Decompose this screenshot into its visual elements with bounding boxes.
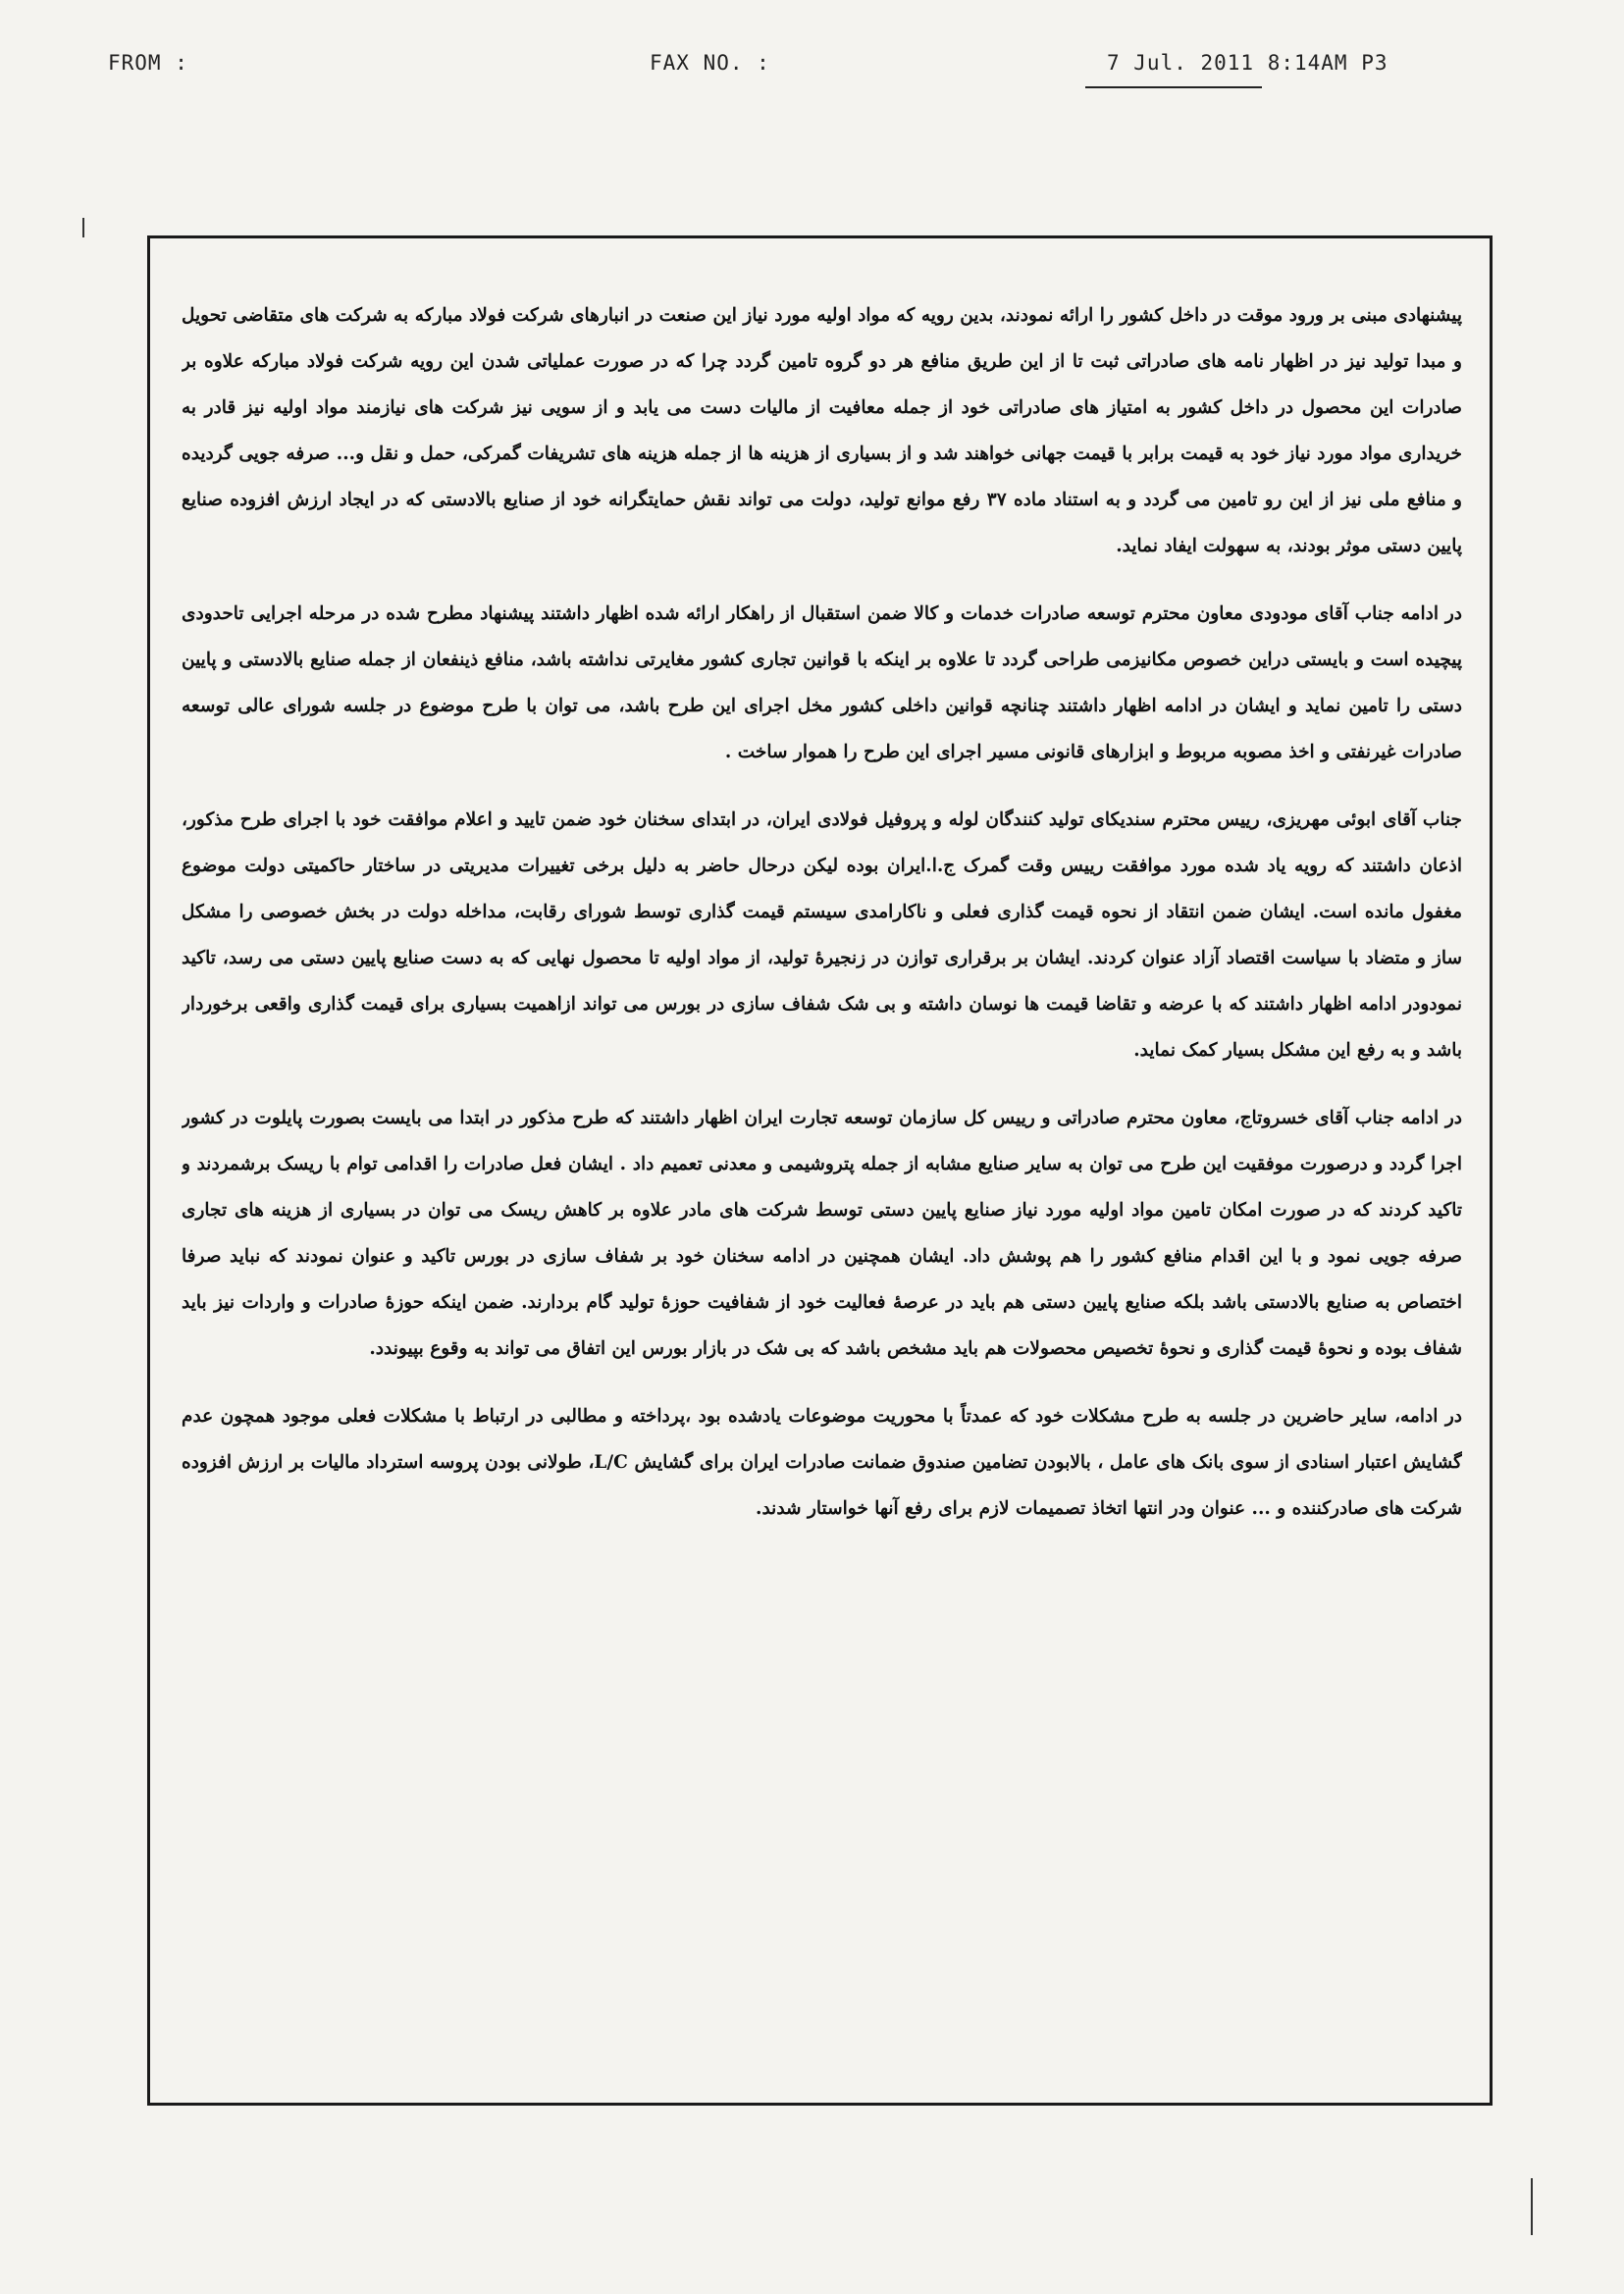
paragraph: پیشنهادی مبنی بر ورود موقت در داخل کشور را ارائه نمودند، بدین رویه که مواد اولیه مورد نیاز این صنعت در انبارهای شرکت فولاد مبارکه به شرکت های متقاضی تحویل و مبدا تولید نیز در اظهار نامه های صادراتی ثبت تا از این طریق منافع هر دو گروه تامین گردد چرا که در صورت عملیاتی شدن این رویه شرکت فولاد مبارکه علاوه بر صادرات این محصول در داخل کشور به امتیاز های صادراتی خود از جمله معافیت از مالیات دست می یابد و از سویی نیز شرکت های نیازمند مواد اولیه نیز قادر به خریداری مواد مورد نیاز خود به قیمت برابر با قیمت جهانی خواهند شد و از بسیاری از هزینه ها از جمله هزینه های تشریفات گمرکی، حمل و نقل و... صرفه جویی گردیده و منافع ملی نیز از این رو تامین می گردد و به استناد ماده ۳۷ رفع موانع تولید، دولت می تواند نقش حمایتگرانه خود از صنایع بالادستی که در ایجاد ارزش افزوده صنایع پایین دستی موثر بودند، به سهولت ایفاد نماید. — [182, 305, 1462, 556]
paragraph: جناب آقای ابوئی مهریزی، رییس محترم سندیکای تولید کنندگان لوله و پروفیل فولادی ایران، در ابتدای سخنان خود ضمن تایید و اعلام موافقت خود با اجرای طرح مذکور، اذعان داشتند که رویه یاد شده مورد موافقت رییس وقت گمرک ج.ا.ایران بوده لیکن درحال حاضر به دلیل برخی تغییرات مدیریتی در ساختار حاکمیتی دولت موضوع مغفول مانده است. ایشان ضمن انتقاد از نحوه قیمت گذاری فعلی و ناکارامدی سیستم قیمت گذاری توسط شورای رقابت، مداخله دولت در بخش خصوصی را مشکل ساز و متضاد با سیاست اقتصاد آزاد عنوان کردند. ایشان بر برقراری توازن در زنجیرهٔ تولید، از مواد اولیه تا محصول نهایی که به دست صنایع پایین دستی می رسد، تاکید نمودودر ادامه اظهار داشتند که با عرضه و تقاضا قیمت ها نوسان داشته و بی شک شفاف سازی در بورس می تواند ازاهمیت بسیاری برای قیمت گذاری واقعی برخوردار باشد و به رفع این مشکل بسیار کمک نماید. — [182, 809, 1462, 1061]
fax-number-label: FAX NO. : — [650, 51, 770, 75]
scan-mark-right — [1531, 2178, 1533, 2235]
fax-from-label: FROM : — [108, 51, 188, 75]
paragraph: در ادامه جناب آقای خسروتاج، معاون محترم صادراتی و رییس کل سازمان توسعه تجارت ایران اظهار داشتند که طرح مذکور در ابتدا می بایست بصورت پایلوت در کشور اجرا گردد و درصورت موفقیت این طرح می توان به سایر صنایع مشابه از جمله پتروشیمی و معدنی تعمیم داد . ایشان فعل صادرات را اقدامی توام با ریسک برشمردند و تاکید کردند که در صورت امکان تامین مواد اولیه مورد نیاز صنایع پایین دستی توسط شرکت های مادر علاوه بر کاهش ریسک می توان در بسیاری از هزینه های تجاری صرفه جویی نمود و با این اقدام منافع کشور را هم پوشش داد. ایشان همچنین در ادامه سخنان خود بر شفاف سازی در بورس تاکید و عنوان نمودند که نباید صرفا اختصاص به صنایع بالادستی باشد بلکه صنایع پایین دستی هم باید در عرصهٔ فعالیت خود از شفافیت حوزهٔ تولید گام بردارند. ضمن اینکه حوزهٔ صادرات و واردات نیز باید شفاف بوده و نحوهٔ قیمت گذاری و نحوهٔ تخصیص محصولات هم باید مشخص باشد که بی شک در بازار بورس این اتفاق می تواند به وقوع بپیوندد. — [182, 1108, 1462, 1359]
fax-date-time-page: 7 Jul. 2011 8:14AM P3 — [1107, 51, 1388, 75]
paragraph: در ادامه جناب آقای مودودی معاون محترم توسعه صادرات خدمات و کالا ضمن استقبال از راهکار ارائه شده اظهار داشتند پیشنهاد مطرح شده در مرحله اجرایی تاحدودی پیچیده است و بایستی دراین خصوص مکانیزمی طراحی گردد تا علاوه بر اینکه با قوانین تجاری کشور مغایرتی نداشته باشد، منافع ذینفعان از جمله صنایع بالادستی و پایین دستی را تامین نماید و ایشان در ادامه اظهار داشتند چنانچه قوانین داخلی کشور مخل اجرای این طرح باشد، می توان با طرح موضوع در جلسه شورای عالی توسعه صادرات غیرنفتی و اخذ مصوبه مربوط و ابزارهای قانونی مسیر اجرای این طرح را هموار ساخت . — [182, 603, 1462, 762]
date-underline — [1085, 86, 1262, 88]
paragraph: در ادامه، سایر حاضرین در جلسه به طرح مشکلات خود که عمدتاً با محوریت موضوعات یادشده بود ،پرداخته و مطالبی در ارتباط با مشکلات فعلی موجود همچون عدم گشایش اعتبار اسنادی از سوی بانک های عامل ، بالابودن تضامین صندوق ضمانت صادرات ایران برای گشایش L/C، طولانی بودن پروسه استرداد مالیات بر ارزش افزوده شرکت های صادرکننده و ... عنوان ودر انتها اتخاذ تصمیمات لازم برای رفع آنها خواستار شدند. — [182, 1406, 1462, 1519]
document-body — [182, 292, 1462, 2078]
fax-header — [0, 51, 1624, 90]
scan-mark-left — [82, 218, 84, 237]
